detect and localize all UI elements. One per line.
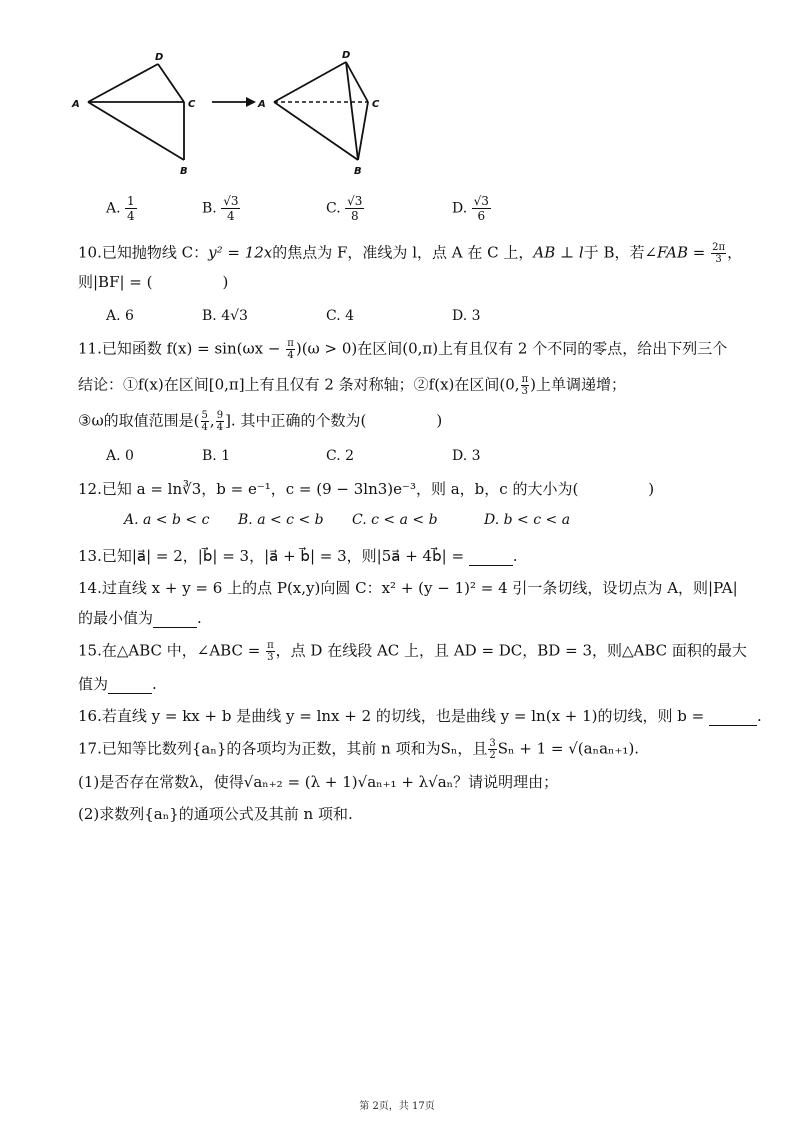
q9-option-c: C. $\frac{√3}{8}$: [326, 194, 363, 223]
q16-line-1: 16.若直线 y = kx + b 是曲线 y = lnx + 2 的切线，也是曲线 y = ln(x + 1)的切线，则 b = .: [78, 707, 762, 725]
label-right-C: C: [372, 99, 380, 110]
q11-option-d: D. 3: [452, 448, 481, 464]
q17-part-2: (2)求数列{aₙ}的通项公式及其前 n 项和.: [78, 805, 353, 823]
q10-option-d: D. 3: [452, 308, 481, 324]
q13-answer-blank[interactable]: [469, 565, 513, 566]
q12-line-1: 12.已知 a = ln∛3，b = e⁻¹，c = (9 − 3ln3)e⁻³，则 a，b，c 的大小为( ): [78, 480, 655, 498]
q10-line-2: 则|BF| = ( ): [78, 273, 229, 291]
q10-option-b: B. 4√3: [202, 308, 248, 324]
page-footer: 第 2页，共 17页: [359, 1101, 435, 1112]
q14-line-2: 的最小值为 .: [78, 609, 202, 627]
tetrahedron-figure: [60, 40, 400, 190]
q17-line-1: 17.已知等比数列{aₙ}的各项均为正数，其前 n 项和为Sₙ，且 $\frac{3}{2}$ Sₙ + 1 = √(aₙaₙ₊₁).: [78, 738, 640, 761]
figure-right: [274, 62, 368, 160]
label-left-C: C: [188, 99, 196, 110]
q12-option-c: C. c < a < b: [352, 512, 438, 528]
label-right-D: D: [342, 50, 351, 61]
q16-answer-blank[interactable]: [709, 725, 757, 726]
q9-option-b: B. $\frac{√3}{4}$: [202, 194, 239, 223]
q10-option-c: C. 4: [326, 308, 355, 324]
q12-option-d: D. b < c < a: [484, 512, 571, 528]
q15-answer-blank[interactable]: [108, 693, 152, 694]
q15-line-1: 15.在△ABC 中，∠ABC = $\frac{\pi}{3}$ ，点 D 在线段 AC 上，且 AD = DC，BD = 3，则△ABC 面积的最大: [78, 640, 747, 663]
label-left-B: B: [180, 166, 188, 177]
q11-line-2: 结论：①f(x)在区间[0,π]上有且仅有 2 条对称轴；②f(x)在区间(0, $\frac{\pi}{3}$ )上单调递增；: [78, 374, 626, 397]
q9-option-a: A. $\frac{1}{4}$: [106, 194, 135, 223]
q14-answer-blank[interactable]: [153, 627, 197, 628]
q10-line-1: 10.已知抛物线 C：y² = 12x的焦点为 F，准线为 l，点 A 在 C 上，AB ⊥ l于 B，若∠FAB = $\frac{2\pi}{3}$ ，: [78, 242, 743, 265]
q17-part-1: (1)是否存在常数λ，使得√aₙ₊₂ = (λ + 1)√aₙ₊₁ + λ√aₙ？请说明理由；: [78, 773, 559, 791]
label-left-A: A: [72, 99, 80, 110]
q11-option-c: C. 2: [326, 448, 355, 464]
transform-arrow: [212, 97, 256, 107]
label-right-A: A: [258, 99, 266, 110]
q11-line-1: 11.已知函数 f(x) = sin(ωx − $\frac{\pi}{4}$ )(ω > 0)在区间(0,π)上有且仅有 2 个不同的零点，给出下列三个: [78, 338, 728, 361]
label-left-D: D: [155, 52, 164, 63]
q12-option-b: B. a < c < b: [238, 512, 324, 528]
q9-option-d: D. $\frac{√3}{6}$: [452, 194, 489, 223]
figure-left: [88, 64, 184, 160]
q13-line-1: 13.已知|a⃗| = 2，|b⃗| = 3，|a⃗ + b⃗| = 3，则|5a⃗ + 4b⃗| = .: [78, 547, 518, 565]
q14-line-1: 14.过直线 x + y = 6 上的点 P(x,y)向圆 C：x² + (y − 1)² = 4 引一条切线，设切点为 A，则|PA|: [78, 579, 738, 597]
q11-line-3: ③ω的取值范围是( $\frac{5}{4}$ , $\frac{9}{4}$ ]. 其中正确的个数为( ): [78, 410, 443, 433]
q15-line-2: 值为 .: [78, 675, 157, 693]
label-right-B: B: [354, 166, 362, 177]
q11-option-b: B. 1: [202, 448, 231, 464]
q10-option-a: A. 6: [106, 308, 134, 324]
q12-option-a: A. a < b < c: [124, 512, 210, 528]
q11-option-a: A. 0: [106, 448, 134, 464]
